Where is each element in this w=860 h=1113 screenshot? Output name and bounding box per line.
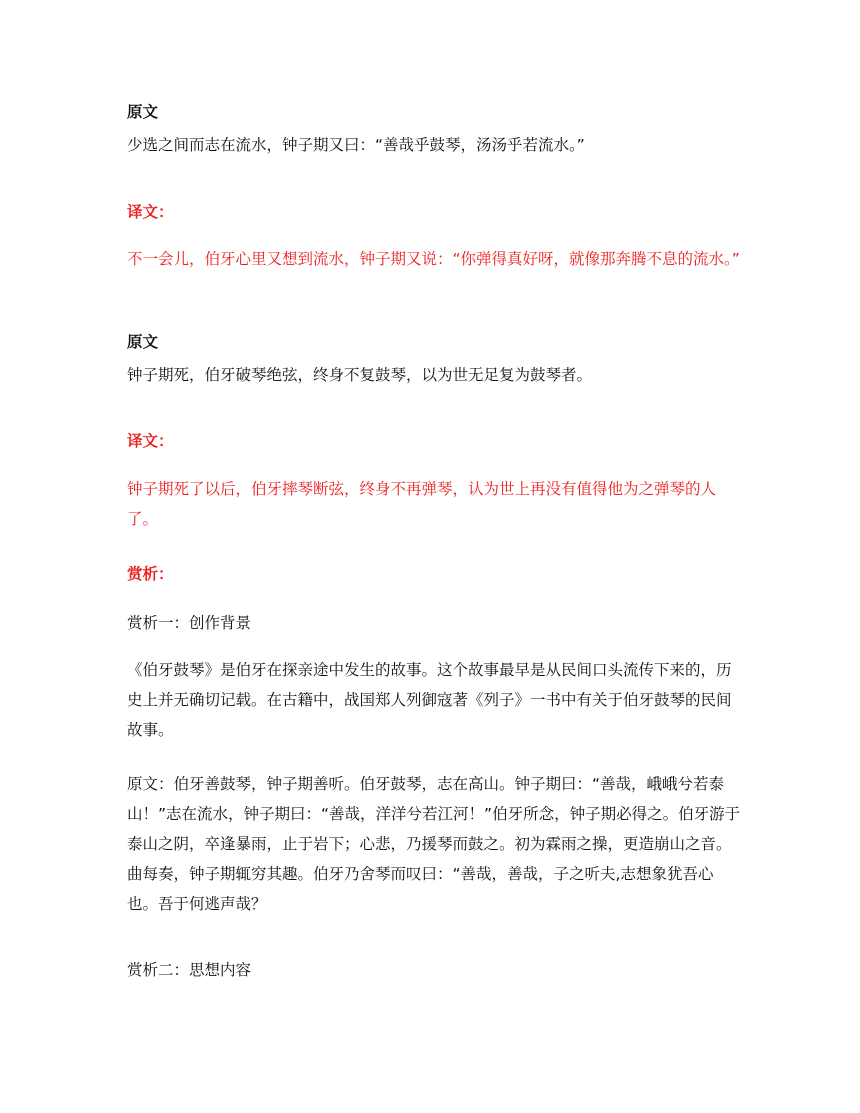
appreciation-part1-title: 赏析一：创作背景 — [127, 614, 252, 632]
translation-heading: 译文： — [127, 203, 174, 221]
appreciation-part2-title: 赏析二：思想内容 — [127, 961, 252, 979]
original-text: 少选之间而志在流水，钟子期又曰：“善哉乎鼓琴，汤汤乎若流水。” — [127, 136, 585, 154]
appreciation-heading: 赏析： — [127, 565, 174, 583]
original-heading: 原文 — [127, 103, 159, 121]
background-paragraph: 《伯牙鼓琴》是伯牙在探亲途中发生的故事。这个故事最早是从民间口头流传下来的，历史上并无确切记载。在古籍中，战国郑人列御寇著《列子》一书中有关于伯牙鼓琴的民间故事。 — [127, 661, 732, 739]
original-text: 钟子期死，伯牙破琴绝弦，终身不复鼓琴，以为世无足复为鼓琴者。 — [127, 366, 593, 384]
original-story-paragraph: 原文：伯牙善鼓琴，钟子期善听。伯牙鼓琴，志在高山。钟子期曰：“善哉，峨峨兮若泰山！”志在流水，钟子期曰：“善哉，洋洋兮若江河！”伯牙所念，钟子期必得之。伯牙游于泰山之阴，卒逢暴雨，止于岩下；心悲，乃援琴而鼓之。初为霖雨之操，更造崩山之音。曲每奏，钟子期辄穷其趣。伯牙乃舍琴而叹曰：“善哉，善哉，子之听夫,志想象犹吾心也。吾于何逃声哉？ — [127, 775, 741, 913]
translation-text: 不一会儿，伯牙心里又想到流水，钟子期又说：“你弹得真好呀，就像那奔腾不息的流水。” — [127, 250, 740, 268]
original-heading: 原文 — [127, 333, 159, 351]
translation-text: 钟子期死了以后，伯牙摔琴断弦，终身不再弹琴，认为世上再没有值得他为之弹琴的人了。 — [127, 480, 717, 528]
translation-heading: 译文： — [127, 432, 174, 450]
